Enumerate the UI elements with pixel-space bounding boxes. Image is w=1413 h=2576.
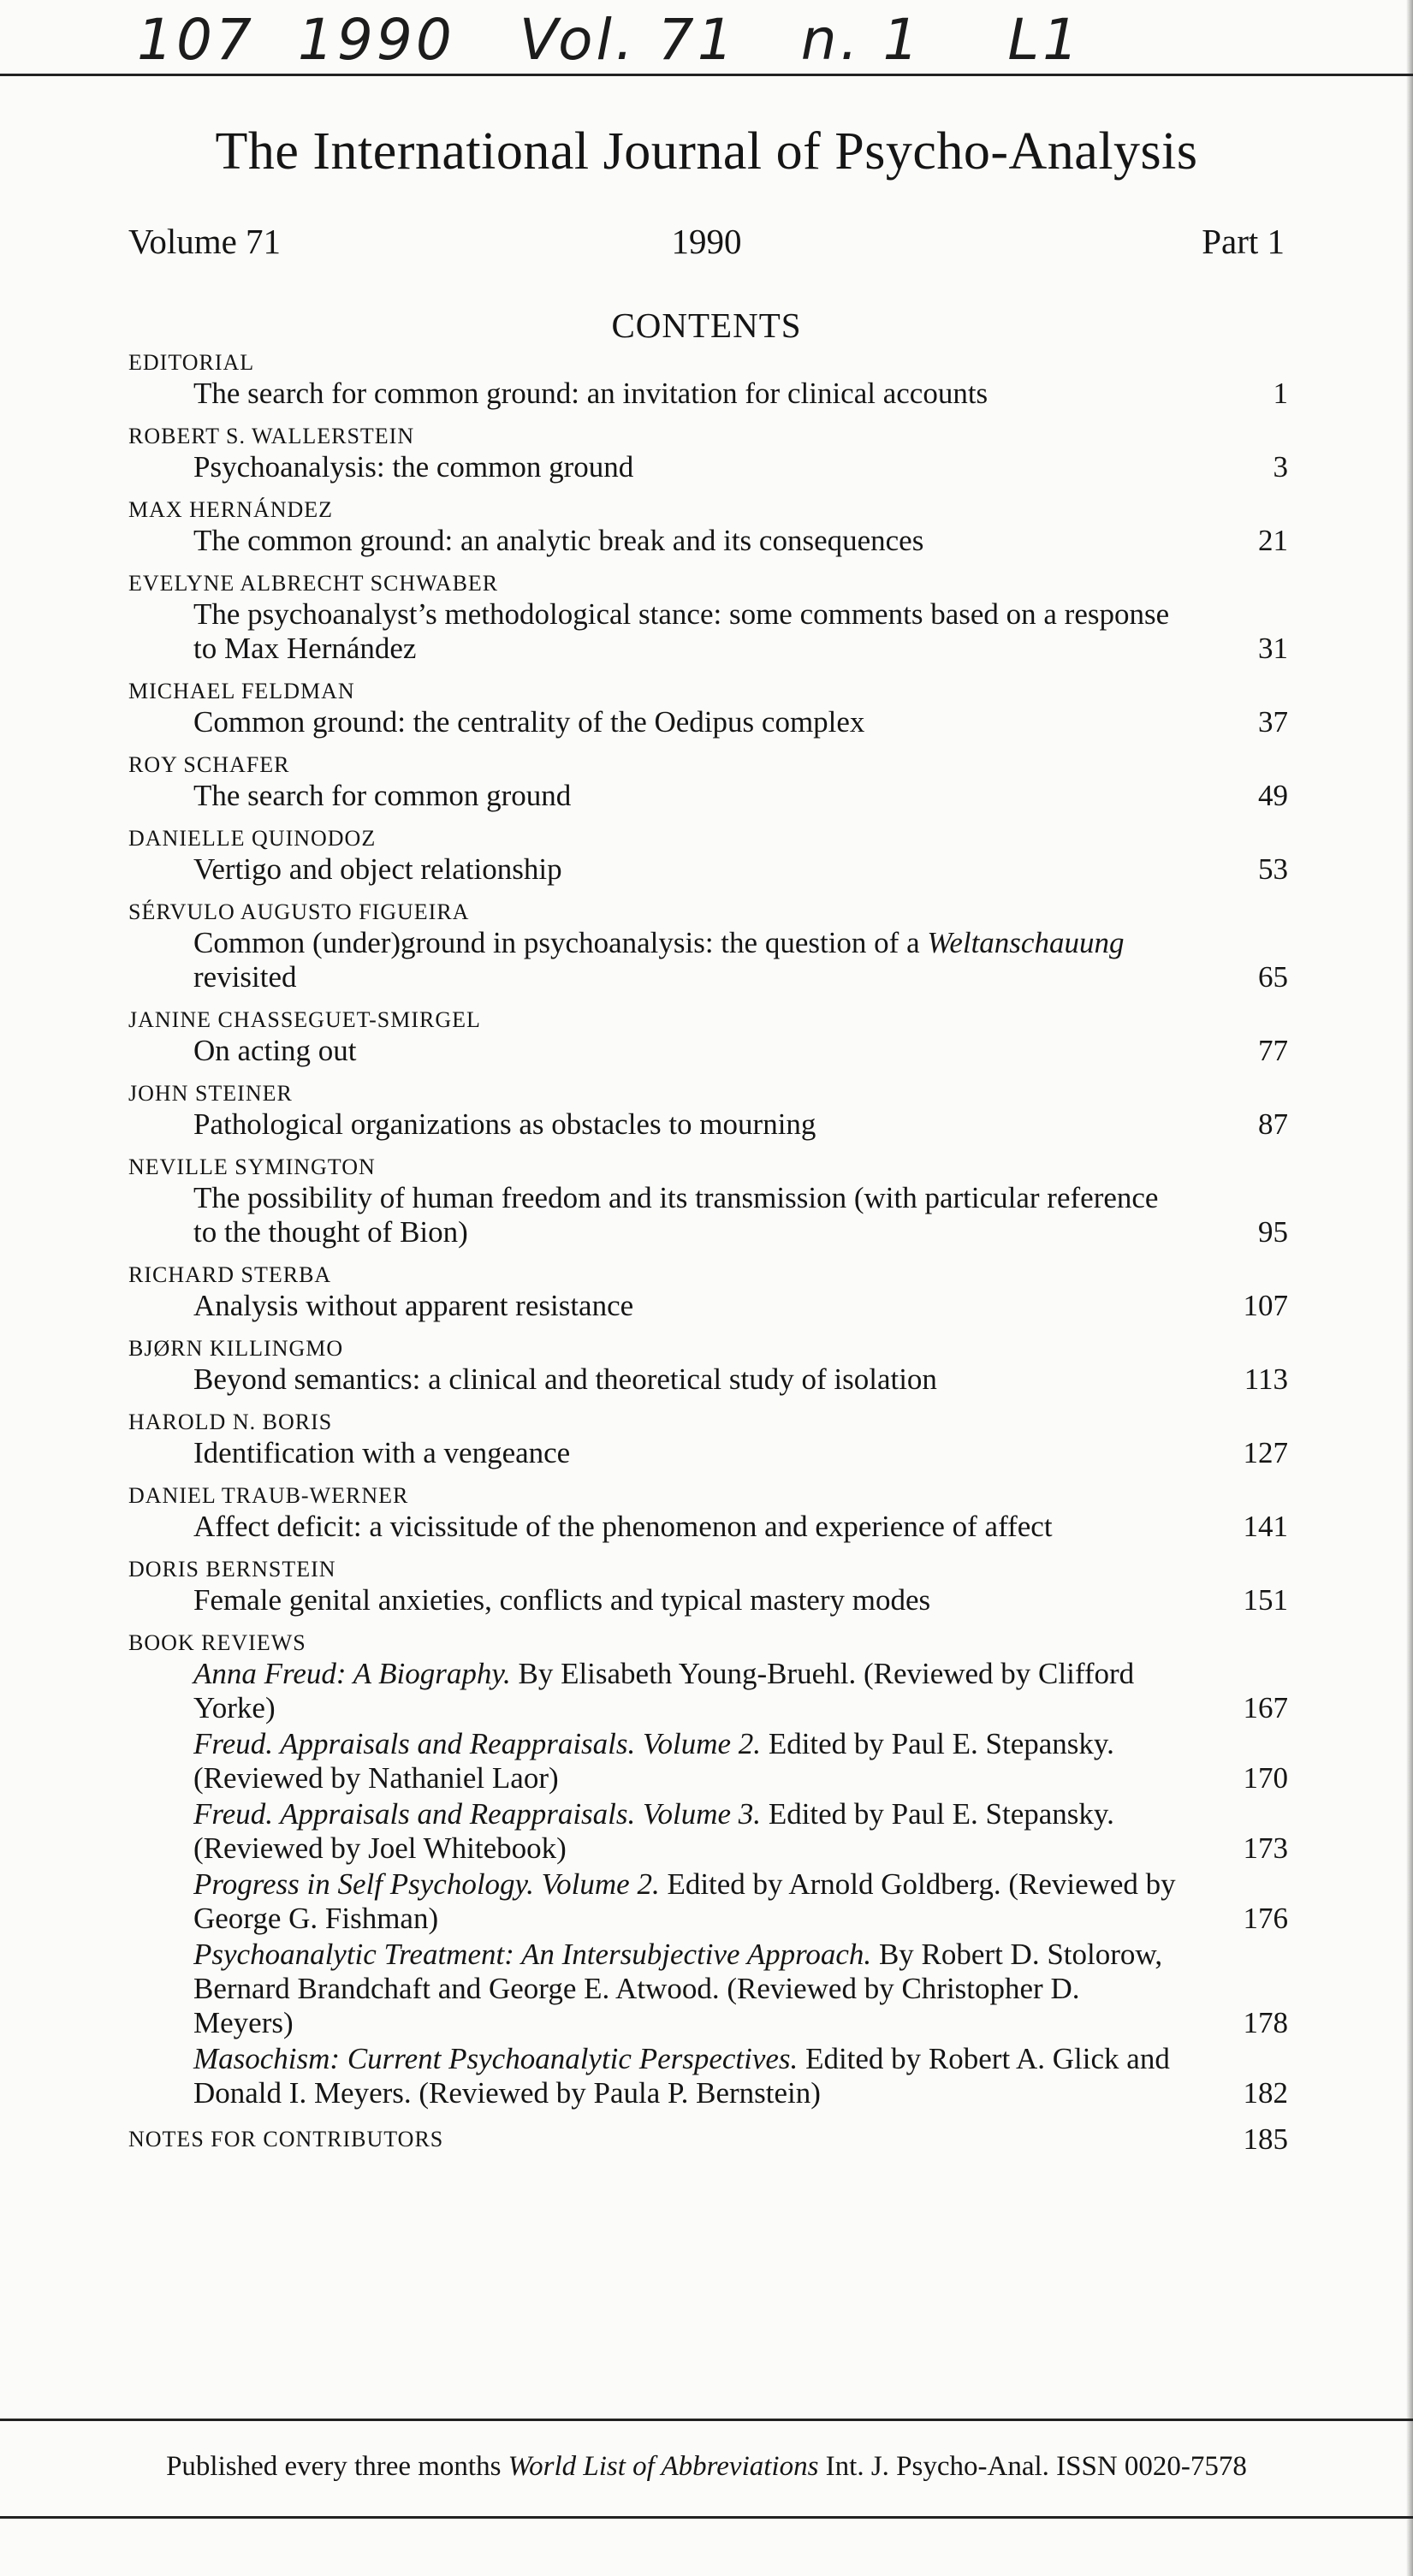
entry-page: 107: [1243, 1289, 1288, 1322]
entry-title-text: Analysis without apparent resistance: [193, 1289, 634, 1322]
book-review-page: 167: [1243, 1691, 1288, 1724]
entry-title-text: The search for common ground: [193, 779, 572, 812]
entry-author: NEVILLE SYMINGTON: [128, 1154, 376, 1179]
entry-page: 1: [1273, 377, 1288, 410]
book-review-row: [128, 1867, 1288, 1936]
book-review-title: [128, 2042, 1220, 2110]
entry-title-text: The common ground: an analytic break and its consequences: [193, 524, 924, 557]
entry-page: 53: [1258, 852, 1288, 886]
entry-row: [128, 779, 1288, 813]
entry-author: EDITORIAL: [128, 350, 255, 375]
entry-author: ROBERT S. WALLERSTEIN: [128, 424, 415, 448]
entry-page: 141: [1243, 1510, 1288, 1543]
entry-page: 127: [1243, 1436, 1288, 1469]
book-review-rest: Edited by Paul E. Stepansky. (Reviewed by Joel Whitebook): [193, 1797, 1114, 1865]
entry-title: [128, 779, 1220, 813]
notes-page: 185: [1243, 2122, 1288, 2156]
book-review-title: [128, 1797, 1220, 1866]
book-review-book: Masochism: Current Psychoanalytic Perspectives.: [193, 2042, 799, 2075]
book-review-row: [128, 1797, 1288, 1866]
entry-row: [128, 597, 1288, 666]
book-review-book: Progress in Self Psychology. Volume 2.: [193, 1867, 660, 1901]
entry-page: 151: [1243, 1583, 1288, 1617]
entry-title-text: Psychoanalysis: the common ground: [193, 450, 634, 484]
entry-page: 37: [1258, 705, 1288, 739]
entry-page: 49: [1258, 779, 1288, 812]
entry-title: [128, 852, 1220, 887]
entry-author: EVELYNE ALBRECHT SCHWABER: [128, 571, 499, 596]
toc-entry: [128, 1261, 1288, 1323]
book-review-page: 182: [1243, 2076, 1288, 2110]
contents-heading: CONTENTS: [611, 306, 802, 345]
book-review-rest: By Robert D. Stolorow, Bernard Brandchaft and George E. Atwood. (Reviewed by Christopher D. Meyers): [193, 1938, 1163, 2039]
entry-title: [128, 1289, 1220, 1323]
footer-rule-bottom: [0, 2516, 1413, 2519]
entry-row: [128, 1362, 1288, 1397]
toc-entry: [128, 496, 1288, 558]
entry-title: [128, 926, 1220, 994]
book-review-row: [128, 1727, 1288, 1795]
entry-title: [128, 1436, 1220, 1470]
entry-row: [128, 1181, 1288, 1249]
entry-author: MICHAEL FELDMAN: [128, 679, 355, 703]
publication-note: [0, 2451, 1413, 2483]
book-review-page: 170: [1243, 1761, 1288, 1795]
entry-author: SÉRVULO AUGUSTO FIGUEIRA: [128, 899, 470, 924]
journal-title: The International Journal of Psycho-Analysis: [215, 122, 1198, 181]
table-of-contents: [128, 349, 1288, 2157]
entry-title-text: On acting out: [193, 1034, 357, 1067]
entry-row: [128, 450, 1288, 484]
entry-title-text: Common (under)ground in psychoanalysis: the question of a: [193, 926, 920, 959]
entry-author: DANIELLE QUINODOZ: [128, 826, 377, 851]
book-review-rest: Edited by Robert A. Glick and Donald I. Meyers. (Reviewed by Paula P. Bernstein): [193, 2042, 1170, 2110]
entry-title: [128, 705, 1220, 739]
entry-row: [128, 926, 1288, 994]
book-reviews-heading: BOOK REVIEWS: [128, 1630, 306, 1655]
entry-author: JANINE CHASSEGUET-SMIRGEL: [128, 1007, 481, 1032]
entry-title-text: Pathological organizations as obstacles to mourning: [193, 1107, 816, 1141]
entry-row: [128, 377, 1288, 411]
entry-row: [128, 705, 1288, 739]
article-list: [128, 349, 1288, 1617]
toc-entry: [128, 899, 1288, 994]
entry-page: 77: [1258, 1034, 1288, 1067]
book-review-title: [128, 1867, 1220, 1936]
entry-title-text: The possibility of human freedom and its transmission (with particular reference to the thought of Bion): [193, 1181, 1159, 1249]
book-review-page: 178: [1243, 2006, 1288, 2039]
entry-title-text: Vertigo and object relationship: [193, 852, 562, 886]
entry-title: [128, 1510, 1220, 1544]
toc-entry: [128, 423, 1288, 484]
book-review-book: Freud. Appraisals and Reappraisals. Volume 2.: [193, 1727, 762, 1760]
entry-row: [128, 1436, 1288, 1470]
entry-title-text: The psychoanalyst’s methodological stance: some comments based on a response to Max Hernández: [193, 597, 1170, 665]
notes-for-contributors-row: [128, 2122, 1288, 2157]
entry-row: [128, 1289, 1288, 1323]
entry-page: 87: [1258, 1107, 1288, 1141]
entry-title: [128, 1362, 1220, 1397]
entry-row: [128, 852, 1288, 887]
entry-page: 31: [1258, 632, 1288, 665]
book-review-page: 176: [1243, 1902, 1288, 1935]
book-review-row: [128, 1938, 1288, 2040]
toc-entry: [128, 1080, 1288, 1142]
entry-author: DORIS BERNSTEIN: [128, 1557, 336, 1582]
toc-entry: [128, 1409, 1288, 1470]
book-review-book: Anna Freud: A Biography.: [193, 1657, 511, 1690]
entry-title: [128, 450, 1220, 484]
entry-title: [128, 1107, 1220, 1142]
footer-rule-top: [0, 2419, 1413, 2421]
toc-entry: [128, 1335, 1288, 1397]
entry-page: 95: [1258, 1215, 1288, 1249]
entry-author: BJØRN KILLINGMO: [128, 1336, 344, 1361]
entry-author: MAX HERNÁNDEZ: [128, 497, 334, 522]
book-review-rest: Edited by Arnold Goldberg. (Reviewed by George G. Fishman): [193, 1867, 1176, 1935]
book-review-title: [128, 1657, 1220, 1725]
entry-title-text: Beyond semantics: a clinical and theoretical study of isolation: [193, 1362, 937, 1396]
toc-entry: [128, 1006, 1288, 1068]
toc-entry: [128, 1482, 1288, 1544]
entry-row: [128, 524, 1288, 558]
entry-author: RICHARD STERBA: [128, 1262, 332, 1287]
entry-title: [128, 524, 1220, 558]
entry-author: JOHN STEINER: [128, 1081, 293, 1106]
toc-entry: [128, 751, 1288, 813]
book-review-rest: Edited by Paul E. Stepansky. (Reviewed by Nathaniel Laor): [193, 1727, 1114, 1795]
entry-title: [128, 1181, 1220, 1249]
entry-row: [128, 1034, 1288, 1068]
toc-entry: [128, 570, 1288, 666]
book-review-book: Freud. Appraisals and Reappraisals. Volume 3.: [193, 1797, 762, 1831]
toc-entry: [128, 678, 1288, 739]
book-review-rest: By Elisabeth Young-Bruehl. (Reviewed by Clifford Yorke): [193, 1657, 1135, 1724]
entry-page: 21: [1258, 524, 1288, 557]
toc-entry: [128, 1556, 1288, 1617]
book-review-title: [128, 1938, 1220, 2040]
entry-row: [128, 1107, 1288, 1142]
book-review-book: Psychoanalytic Treatment: An Intersubjective Approach.: [193, 1938, 872, 1971]
book-review-row: [128, 1657, 1288, 1725]
footer-italic: World List of Abbreviations: [508, 2451, 819, 2482]
toc-entry: [128, 1154, 1288, 1249]
book-review-page: 173: [1243, 1831, 1288, 1865]
part-label: Part 1: [1202, 222, 1285, 261]
entry-author: DANIEL TRAUB-WERNER: [128, 1483, 409, 1508]
header-rule: [0, 74, 1413, 76]
year-label: 1990: [671, 222, 742, 261]
entry-title-after: revisited: [193, 960, 297, 994]
entry-page: 3: [1273, 450, 1288, 484]
entry-author: ROY SCHAFER: [128, 752, 290, 777]
volume-label: Volume 71: [128, 222, 282, 261]
entry-title-text: Female genital anxieties, conflicts and typical mastery modes: [193, 1583, 931, 1617]
toc-entry: [128, 825, 1288, 887]
entry-author: HAROLD N. BORIS: [128, 1410, 333, 1434]
footer-tail: Int. J. Psycho-Anal. ISSN 0020-7578: [818, 2451, 1247, 2482]
handwritten-note: 107 1990 Vol. 71 n. 1 L1: [137, 7, 1083, 73]
entry-page: 113: [1244, 1362, 1288, 1396]
entry-title-text: The search for common ground: an invitation for clinical accounts: [193, 377, 989, 410]
entry-title-italic: Weltanschauung: [927, 926, 1125, 959]
book-reviews-section: [128, 1629, 1288, 2110]
entry-title-text: Common ground: the centrality of the Oedipus complex: [193, 705, 865, 739]
book-review-row: [128, 2042, 1288, 2110]
entry-row: [128, 1583, 1288, 1617]
entry-title-text: Identification with a vengeance: [193, 1436, 571, 1469]
entry-title-text: Affect deficit: a vicissitude of the phenomenon and experience of affect: [193, 1510, 1053, 1543]
entry-title: [128, 1583, 1220, 1617]
entry-title: [128, 377, 1220, 411]
footer-lead: Published every three months: [166, 2451, 508, 2482]
book-review-title: [128, 1727, 1220, 1795]
entry-title: [128, 1034, 1220, 1068]
entry-row: [128, 1510, 1288, 1544]
toc-entry: [128, 349, 1288, 411]
book-review-list: [128, 1657, 1288, 2110]
notes-label: NOTES FOR CONTRIBUTORS: [128, 2127, 444, 2152]
entry-page: 65: [1258, 960, 1288, 994]
entry-title: [128, 597, 1220, 666]
scan-edge-shadow: [1406, 0, 1413, 2576]
